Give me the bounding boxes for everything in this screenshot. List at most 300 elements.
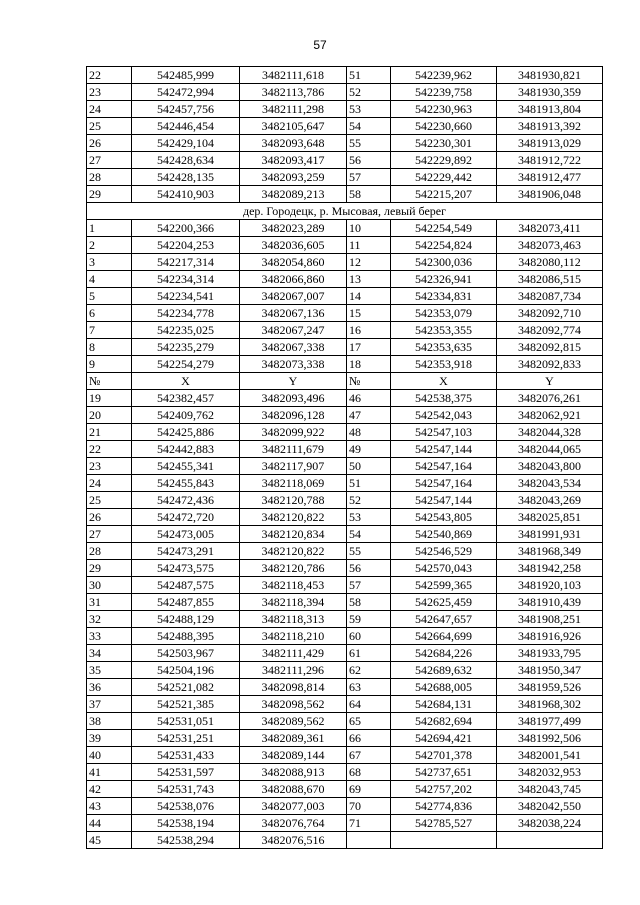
point-number-cell: 52 xyxy=(347,84,391,101)
table-row xyxy=(87,475,603,492)
table-row xyxy=(87,220,603,237)
x-coordinate-cell: 542547,144 xyxy=(391,441,497,458)
point-number-cell: 26 xyxy=(87,135,132,152)
x-coordinate-cell: 542547,164 xyxy=(391,458,497,475)
table-row xyxy=(87,84,603,101)
table-row xyxy=(87,798,603,815)
x-coordinate-cell: 542235,279 xyxy=(132,339,240,356)
y-coordinate-cell xyxy=(497,832,603,849)
x-coordinate-cell: 542689,632 xyxy=(391,662,497,679)
y-coordinate-cell: 3481913,029 xyxy=(497,135,603,152)
y-coordinate-cell: 3482025,851 xyxy=(497,509,603,526)
y-coordinate-cell: 3482120,788 xyxy=(240,492,347,509)
y-coordinate-cell: 3481933,795 xyxy=(497,645,603,662)
point-number-cell: 52 xyxy=(347,492,391,509)
x-coordinate-cell: 542737,651 xyxy=(391,764,497,781)
x-coordinate-cell xyxy=(391,832,497,849)
y-coordinate-cell: 3481913,804 xyxy=(497,101,603,118)
table-row xyxy=(87,560,603,577)
point-number-cell: 62 xyxy=(347,662,391,679)
x-coordinate-cell: 542531,433 xyxy=(132,747,240,764)
column-header-row xyxy=(87,373,603,390)
x-coordinate-cell: 542217,314 xyxy=(132,254,240,271)
point-number-cell: 69 xyxy=(347,781,391,798)
x-coordinate-cell: 542684,226 xyxy=(391,645,497,662)
point-number-cell: 25 xyxy=(87,492,132,509)
x-coordinate-cell: 542542,043 xyxy=(391,407,497,424)
point-number-cell: 14 xyxy=(347,288,391,305)
table-row xyxy=(87,356,603,373)
x-coordinate-cell: 542229,892 xyxy=(391,152,497,169)
table-row xyxy=(87,594,603,611)
point-number-cell: 29 xyxy=(87,560,132,577)
point-number-cell: 21 xyxy=(87,424,132,441)
x-coordinate-cell: 542625,459 xyxy=(391,594,497,611)
point-number-cell: 12 xyxy=(347,254,391,271)
x-coordinate-cell: 542446,454 xyxy=(132,118,240,135)
x-coordinate-cell: 542487,855 xyxy=(132,594,240,611)
y-coordinate-cell: 3482044,328 xyxy=(497,424,603,441)
table-row xyxy=(87,339,603,356)
x-coordinate-cell: 542230,963 xyxy=(391,101,497,118)
y-coordinate-cell: 3481959,526 xyxy=(497,679,603,696)
x-coordinate-cell: 542428,634 xyxy=(132,152,240,169)
point-number-cell: 65 xyxy=(347,713,391,730)
point-number-cell: 25 xyxy=(87,118,132,135)
point-number-cell: 55 xyxy=(347,543,391,560)
y-coordinate-cell: 3482117,907 xyxy=(240,458,347,475)
table-row xyxy=(87,832,603,849)
x-coordinate-cell: 542455,843 xyxy=(132,475,240,492)
y-coordinate-cell: 3482120,834 xyxy=(240,526,347,543)
y-coordinate-cell: 3482118,313 xyxy=(240,611,347,628)
x-coordinate-cell: 542472,994 xyxy=(132,84,240,101)
y-coordinate-cell: 3482118,210 xyxy=(240,628,347,645)
point-number-cell: 28 xyxy=(87,169,132,186)
table-row xyxy=(87,628,603,645)
table-row xyxy=(87,543,603,560)
y-coordinate-cell: 3482076,764 xyxy=(240,815,347,832)
y-coordinate-cell: 3482042,550 xyxy=(497,798,603,815)
point-number-cell: 8 xyxy=(87,339,132,356)
x-coordinate-cell: 542229,442 xyxy=(391,169,497,186)
x-coordinate-cell: 542409,762 xyxy=(132,407,240,424)
point-number-cell: 39 xyxy=(87,730,132,747)
x-coordinate-cell: 542701,378 xyxy=(391,747,497,764)
y-coordinate-cell: 3482089,361 xyxy=(240,730,347,747)
header-x: X xyxy=(132,373,240,390)
x-coordinate-cell: 542547,103 xyxy=(391,424,497,441)
x-coordinate-cell: 542538,194 xyxy=(132,815,240,832)
point-number-cell: 19 xyxy=(87,390,132,407)
point-number-cell: 58 xyxy=(347,594,391,611)
x-coordinate-cell: 542774,836 xyxy=(391,798,497,815)
point-number-cell: 28 xyxy=(87,543,132,560)
x-coordinate-cell: 542694,421 xyxy=(391,730,497,747)
point-number-cell: 58 xyxy=(347,186,391,203)
y-coordinate-cell: 3482098,814 xyxy=(240,679,347,696)
point-number-cell: 66 xyxy=(347,730,391,747)
point-number-cell: 70 xyxy=(347,798,391,815)
table-row xyxy=(87,237,603,254)
point-number-cell: 53 xyxy=(347,509,391,526)
point-number-cell: 60 xyxy=(347,628,391,645)
y-coordinate-cell: 3482087,734 xyxy=(497,288,603,305)
point-number-cell: 35 xyxy=(87,662,132,679)
y-coordinate-cell: 3481908,251 xyxy=(497,611,603,628)
table-row xyxy=(87,441,603,458)
table-row xyxy=(87,254,603,271)
point-number-cell: 34 xyxy=(87,645,132,662)
y-coordinate-cell: 3482098,562 xyxy=(240,696,347,713)
x-coordinate-cell: 542538,294 xyxy=(132,832,240,849)
x-coordinate-cell: 542472,436 xyxy=(132,492,240,509)
y-coordinate-cell: 3482073,338 xyxy=(240,356,347,373)
point-number-cell: 26 xyxy=(87,509,132,526)
x-coordinate-cell: 542538,375 xyxy=(391,390,497,407)
point-number-cell: 57 xyxy=(347,169,391,186)
y-coordinate-cell: 3482062,921 xyxy=(497,407,603,424)
point-number-cell: 48 xyxy=(347,424,391,441)
x-coordinate-cell: 542230,301 xyxy=(391,135,497,152)
x-coordinate-cell: 542521,082 xyxy=(132,679,240,696)
y-coordinate-cell: 3481992,506 xyxy=(497,730,603,747)
x-coordinate-cell: 542353,635 xyxy=(391,339,497,356)
point-number-cell: 32 xyxy=(87,611,132,628)
y-coordinate-cell: 3481912,722 xyxy=(497,152,603,169)
point-number-cell: 63 xyxy=(347,679,391,696)
y-coordinate-cell: 3482073,411 xyxy=(497,220,603,237)
point-number-cell: 17 xyxy=(347,339,391,356)
point-number-cell: 16 xyxy=(347,322,391,339)
point-number-cell: 41 xyxy=(87,764,132,781)
table-row xyxy=(87,679,603,696)
table-row xyxy=(87,781,603,798)
x-coordinate-cell: 542531,251 xyxy=(132,730,240,747)
point-number-cell xyxy=(347,832,391,849)
table-row xyxy=(87,526,603,543)
x-coordinate-cell: 542215,207 xyxy=(391,186,497,203)
table-row xyxy=(87,407,603,424)
x-coordinate-cell: 542547,164 xyxy=(391,475,497,492)
y-coordinate-cell: 3482093,648 xyxy=(240,135,347,152)
point-number-cell: 23 xyxy=(87,84,132,101)
x-coordinate-cell: 542684,131 xyxy=(391,696,497,713)
section-title-row xyxy=(87,203,603,220)
header-y: Y xyxy=(240,373,347,390)
x-coordinate-cell: 542239,962 xyxy=(391,67,497,84)
table-row xyxy=(87,764,603,781)
x-coordinate-cell: 542682,694 xyxy=(391,713,497,730)
y-coordinate-cell: 3482038,224 xyxy=(497,815,603,832)
y-coordinate-cell: 3482093,496 xyxy=(240,390,347,407)
y-coordinate-cell: 3481991,931 xyxy=(497,526,603,543)
y-coordinate-cell: 3482120,822 xyxy=(240,543,347,560)
point-number-cell: 18 xyxy=(347,356,391,373)
x-coordinate-cell: 542353,355 xyxy=(391,322,497,339)
point-number-cell: 54 xyxy=(347,118,391,135)
y-coordinate-cell: 3482077,003 xyxy=(240,798,347,815)
point-number-cell: 38 xyxy=(87,713,132,730)
point-number-cell: 6 xyxy=(87,305,132,322)
point-number-cell: 45 xyxy=(87,832,132,849)
point-number-cell: 43 xyxy=(87,798,132,815)
x-coordinate-cell: 542353,079 xyxy=(391,305,497,322)
point-number-cell: 54 xyxy=(347,526,391,543)
y-coordinate-cell: 3482111,429 xyxy=(240,645,347,662)
point-number-cell: 55 xyxy=(347,135,391,152)
y-coordinate-cell: 3482067,338 xyxy=(240,339,347,356)
header-y: Y xyxy=(497,373,603,390)
point-number-cell: 7 xyxy=(87,322,132,339)
point-number-cell: 33 xyxy=(87,628,132,645)
table-row xyxy=(87,662,603,679)
point-number-cell: 1 xyxy=(87,220,132,237)
point-number-cell: 24 xyxy=(87,101,132,118)
table-row xyxy=(87,169,603,186)
y-coordinate-cell: 3482089,144 xyxy=(240,747,347,764)
y-coordinate-cell: 3482076,261 xyxy=(497,390,603,407)
y-coordinate-cell: 3482043,800 xyxy=(497,458,603,475)
y-coordinate-cell: 3482089,213 xyxy=(240,186,347,203)
x-coordinate-cell: 542503,967 xyxy=(132,645,240,662)
x-coordinate-cell: 542664,699 xyxy=(391,628,497,645)
coordinates-table-body xyxy=(87,67,603,849)
point-number-cell: 22 xyxy=(87,441,132,458)
x-coordinate-cell: 542487,575 xyxy=(132,577,240,594)
y-coordinate-cell: 3482093,259 xyxy=(240,169,347,186)
table-row xyxy=(87,322,603,339)
x-coordinate-cell: 542473,291 xyxy=(132,543,240,560)
x-coordinate-cell: 542599,365 xyxy=(391,577,497,594)
y-coordinate-cell: 3482066,860 xyxy=(240,271,347,288)
y-coordinate-cell: 3482089,562 xyxy=(240,713,347,730)
table-row xyxy=(87,424,603,441)
table-row xyxy=(87,118,603,135)
x-coordinate-cell: 542234,778 xyxy=(132,305,240,322)
y-coordinate-cell: 3482043,269 xyxy=(497,492,603,509)
x-coordinate-cell: 542473,005 xyxy=(132,526,240,543)
table-row xyxy=(87,186,603,203)
point-number-cell: 71 xyxy=(347,815,391,832)
x-coordinate-cell: 542485,999 xyxy=(132,67,240,84)
x-coordinate-cell: 542200,366 xyxy=(132,220,240,237)
point-number-cell: 11 xyxy=(347,237,391,254)
table-row xyxy=(87,730,603,747)
y-coordinate-cell: 3482118,069 xyxy=(240,475,347,492)
x-coordinate-cell: 542455,341 xyxy=(132,458,240,475)
point-number-cell: 44 xyxy=(87,815,132,832)
table-row xyxy=(87,713,603,730)
x-coordinate-cell: 542334,831 xyxy=(391,288,497,305)
x-coordinate-cell: 542429,104 xyxy=(132,135,240,152)
point-number-cell: 2 xyxy=(87,237,132,254)
x-coordinate-cell: 542239,758 xyxy=(391,84,497,101)
header-x: X xyxy=(391,373,497,390)
x-coordinate-cell: 542538,076 xyxy=(132,798,240,815)
point-number-cell: 3 xyxy=(87,254,132,271)
x-coordinate-cell: 542785,527 xyxy=(391,815,497,832)
y-coordinate-cell: 3482054,860 xyxy=(240,254,347,271)
table-row xyxy=(87,305,603,322)
y-coordinate-cell: 3482023,289 xyxy=(240,220,347,237)
y-coordinate-cell: 3481977,499 xyxy=(497,713,603,730)
x-coordinate-cell: 542472,720 xyxy=(132,509,240,526)
x-coordinate-cell: 542254,279 xyxy=(132,356,240,373)
point-number-cell: 23 xyxy=(87,458,132,475)
x-coordinate-cell: 542300,036 xyxy=(391,254,497,271)
table-row xyxy=(87,645,603,662)
point-number-cell: 40 xyxy=(87,747,132,764)
y-coordinate-cell: 3482111,298 xyxy=(240,101,347,118)
x-coordinate-cell: 542234,314 xyxy=(132,271,240,288)
y-coordinate-cell: 3482088,670 xyxy=(240,781,347,798)
x-coordinate-cell: 542547,144 xyxy=(391,492,497,509)
y-coordinate-cell: 3481910,439 xyxy=(497,594,603,611)
y-coordinate-cell: 3482076,516 xyxy=(240,832,347,849)
point-number-cell: 22 xyxy=(87,67,132,84)
y-coordinate-cell: 3481930,821 xyxy=(497,67,603,84)
point-number-cell: 61 xyxy=(347,645,391,662)
y-coordinate-cell: 3482092,833 xyxy=(497,356,603,373)
y-coordinate-cell: 3481942,258 xyxy=(497,560,603,577)
point-number-cell: 27 xyxy=(87,152,132,169)
point-number-cell: 15 xyxy=(347,305,391,322)
x-coordinate-cell: 542473,575 xyxy=(132,560,240,577)
table-row xyxy=(87,135,603,152)
y-coordinate-cell: 3482001,541 xyxy=(497,747,603,764)
y-coordinate-cell: 3482032,953 xyxy=(497,764,603,781)
x-coordinate-cell: 542230,660 xyxy=(391,118,497,135)
y-coordinate-cell: 3482043,534 xyxy=(497,475,603,492)
y-coordinate-cell: 3482118,453 xyxy=(240,577,347,594)
y-coordinate-cell: 3481968,302 xyxy=(497,696,603,713)
y-coordinate-cell: 3482088,913 xyxy=(240,764,347,781)
x-coordinate-cell: 542570,043 xyxy=(391,560,497,577)
point-number-cell: 51 xyxy=(347,67,391,84)
x-coordinate-cell: 542353,918 xyxy=(391,356,497,373)
y-coordinate-cell: 3482096,128 xyxy=(240,407,347,424)
point-number-cell: 29 xyxy=(87,186,132,203)
x-coordinate-cell: 542540,869 xyxy=(391,526,497,543)
point-number-cell: 20 xyxy=(87,407,132,424)
y-coordinate-cell: 3482092,815 xyxy=(497,339,603,356)
y-coordinate-cell: 3482036,605 xyxy=(240,237,347,254)
x-coordinate-cell: 542326,941 xyxy=(391,271,497,288)
table-row xyxy=(87,67,603,84)
y-coordinate-cell: 3482111,618 xyxy=(240,67,347,84)
header-number: № xyxy=(87,373,132,390)
y-coordinate-cell: 3482092,774 xyxy=(497,322,603,339)
section-title: дер. Городецк, р. Мысовая, левый берег xyxy=(87,203,603,220)
point-number-cell: 46 xyxy=(347,390,391,407)
x-coordinate-cell: 542457,756 xyxy=(132,101,240,118)
point-number-cell: 53 xyxy=(347,101,391,118)
x-coordinate-cell: 542254,824 xyxy=(391,237,497,254)
table-row xyxy=(87,458,603,475)
table-row xyxy=(87,288,603,305)
point-number-cell: 56 xyxy=(347,560,391,577)
y-coordinate-cell: 3482067,247 xyxy=(240,322,347,339)
x-coordinate-cell: 542442,883 xyxy=(132,441,240,458)
x-coordinate-cell: 542428,135 xyxy=(132,169,240,186)
y-coordinate-cell: 3482113,786 xyxy=(240,84,347,101)
point-number-cell: 31 xyxy=(87,594,132,611)
y-coordinate-cell: 3481913,392 xyxy=(497,118,603,135)
x-coordinate-cell: 542543,805 xyxy=(391,509,497,526)
y-coordinate-cell: 3482043,745 xyxy=(497,781,603,798)
table-row xyxy=(87,747,603,764)
y-coordinate-cell: 3482099,922 xyxy=(240,424,347,441)
point-number-cell: 42 xyxy=(87,781,132,798)
point-number-cell: 50 xyxy=(347,458,391,475)
table-row xyxy=(87,509,603,526)
point-number-cell: 30 xyxy=(87,577,132,594)
y-coordinate-cell: 3481930,359 xyxy=(497,84,603,101)
point-number-cell: 24 xyxy=(87,475,132,492)
point-number-cell: 47 xyxy=(347,407,391,424)
x-coordinate-cell: 542204,253 xyxy=(132,237,240,254)
point-number-cell: 10 xyxy=(347,220,391,237)
y-coordinate-cell: 3481916,926 xyxy=(497,628,603,645)
x-coordinate-cell: 542546,529 xyxy=(391,543,497,560)
point-number-cell: 59 xyxy=(347,611,391,628)
table-row xyxy=(87,611,603,628)
point-number-cell: 56 xyxy=(347,152,391,169)
y-coordinate-cell: 3482067,007 xyxy=(240,288,347,305)
point-number-cell: 5 xyxy=(87,288,132,305)
y-coordinate-cell: 3482111,296 xyxy=(240,662,347,679)
point-number-cell: 13 xyxy=(347,271,391,288)
point-number-cell: 49 xyxy=(347,441,391,458)
y-coordinate-cell: 3481912,477 xyxy=(497,169,603,186)
table-row xyxy=(87,101,603,118)
coordinates-table xyxy=(86,66,603,849)
point-number-cell: 36 xyxy=(87,679,132,696)
x-coordinate-cell: 542531,597 xyxy=(132,764,240,781)
y-coordinate-cell: 3481920,103 xyxy=(497,577,603,594)
y-coordinate-cell: 3482120,786 xyxy=(240,560,347,577)
point-number-cell: 4 xyxy=(87,271,132,288)
x-coordinate-cell: 542235,025 xyxy=(132,322,240,339)
y-coordinate-cell: 3481906,048 xyxy=(497,186,603,203)
point-number-cell: 68 xyxy=(347,764,391,781)
point-number-cell: 37 xyxy=(87,696,132,713)
x-coordinate-cell: 542521,385 xyxy=(132,696,240,713)
x-coordinate-cell: 542757,202 xyxy=(391,781,497,798)
table-row xyxy=(87,577,603,594)
table-row xyxy=(87,152,603,169)
x-coordinate-cell: 542488,395 xyxy=(132,628,240,645)
point-number-cell: 27 xyxy=(87,526,132,543)
y-coordinate-cell: 3482086,515 xyxy=(497,271,603,288)
y-coordinate-cell: 3482111,679 xyxy=(240,441,347,458)
point-number-cell: 67 xyxy=(347,747,391,764)
point-number-cell: 64 xyxy=(347,696,391,713)
y-coordinate-cell: 3482105,647 xyxy=(240,118,347,135)
x-coordinate-cell: 542531,051 xyxy=(132,713,240,730)
y-coordinate-cell: 3482120,822 xyxy=(240,509,347,526)
point-number-cell: 57 xyxy=(347,577,391,594)
y-coordinate-cell: 3482092,710 xyxy=(497,305,603,322)
y-coordinate-cell: 3482093,417 xyxy=(240,152,347,169)
table-row xyxy=(87,271,603,288)
y-coordinate-cell: 3482073,463 xyxy=(497,237,603,254)
table-row xyxy=(87,492,603,509)
x-coordinate-cell: 542647,657 xyxy=(391,611,497,628)
x-coordinate-cell: 542488,129 xyxy=(132,611,240,628)
point-number-cell: 9 xyxy=(87,356,132,373)
